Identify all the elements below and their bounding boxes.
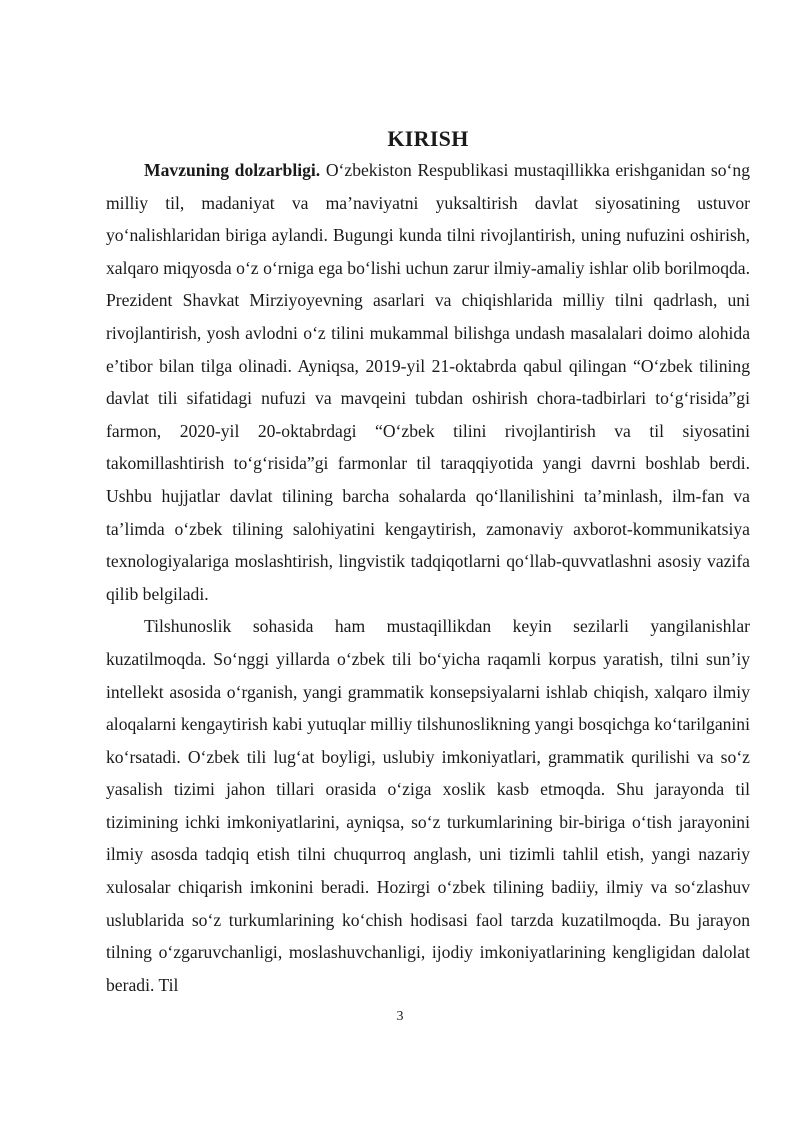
paragraph-lead: Mavzuning dolzarbligi. <box>144 160 321 180</box>
paragraph-linguistics <box>106 610 750 1001</box>
paragraph-text: Tilshunoslik sohasida ham mustaqillikdan keyin sezilarli yangilanishlar kuzatilmoqda. So‘nggi yillarda o‘zbek tili bo‘yicha raqamli korpus yaratish, tilni sun’iy intellekt asosida o‘rganish, yangi grammatik konsepsiyalarni ishlab chiqish, xalqaro ilmiy aloqalarni kengaytirish kabi yutuqlar milliy tilshunoslikning yangi bosqichga ko‘tarilganini ko‘rsatadi. O‘zbek tili lug‘at boyligi, uslubiy imkoniyatlari, grammatik qurilishi va so‘z yasalish tizimi jahon tillari orasida o‘ziga xoslik kasb etmoqda. Shu jarayonda til tizimining ichki imkoniyatlarini, ayniqsa, so‘z turkumlarining bir-biriga o‘tish jarayonini ilmiy asosda tadqiq etish tilni chuqurroq anglash, uni tizimli tahlil etish, yangi nazariy xulosalar chiqarish imkonini beradi. Hozirgi o‘zbek tilining badiiy, ilmiy va so‘zlashuv uslublarida so‘z turkumlarining ko‘chish hodisasi faol tarzda kuzatilmoqda. Bu jarayon tilning o‘zgaruvchanligi, moslashuvchanligi, ijodiy imkoniyatlarining kengligidan dalolat beradi. Til <box>106 616 750 995</box>
page-number: 3 <box>396 1009 404 1024</box>
page-title: KIRISH <box>387 126 469 151</box>
document-page <box>106 124 750 1001</box>
paragraph-text: O‘zbekiston Respublikasi mustaqillikka erishganidan so‘ng milliy til, madaniyat va ma’naviyatni yuksaltirish davlat siyosatining ustuvor yo‘nalishlaridan biriga aylandi. Bugungi kunda tilni rivojlantirish, uning nufuzini oshirish, xalqaro miqyosda o‘z o‘rniga ega bo‘lishi uchun zarur ilmiy-amaliy ishlar olib borilmoqda. Prezident Shavkat Mirziyoyevning asarlari va chiqishlarida milliy tilni qadrlash, uni rivojlantirish, yosh avlodni o‘z tilini mukammal bilishga undash masalalari doimo alohida e’tibor bilan tilga olinadi. Ayniqsa, 2019-yil 21-oktabrda qabul qilingan “O‘zbek tilining davlat tili sifatidagi nufuzi va mavqeini tubdan oshirish chora-tadbirlari to‘g‘risida”gi farmon, 2020-yil 20-oktabrdagi “O‘zbek tilini rivojlantirish va til siyosatini takomillashtirish to‘g‘risida”gi farmonlar til taraqqiyotida yangi davrni boshlab berdi. Ushbu hujjatlar davlat tilining barcha sohalarda qo‘llanilishini ta’minlash, ilm-fan va ta’limda o‘zbek tilining salohiyatini kengaytirish, zamonaviy axborot-kommunikatsiya texnologiyalariga moslashtirish, lingvistik tadqiqotlarni qo‘llab-quvvatlashni asosiy vazifa qilib belgiladi. <box>106 160 750 604</box>
paragraph-relevance <box>106 154 750 610</box>
